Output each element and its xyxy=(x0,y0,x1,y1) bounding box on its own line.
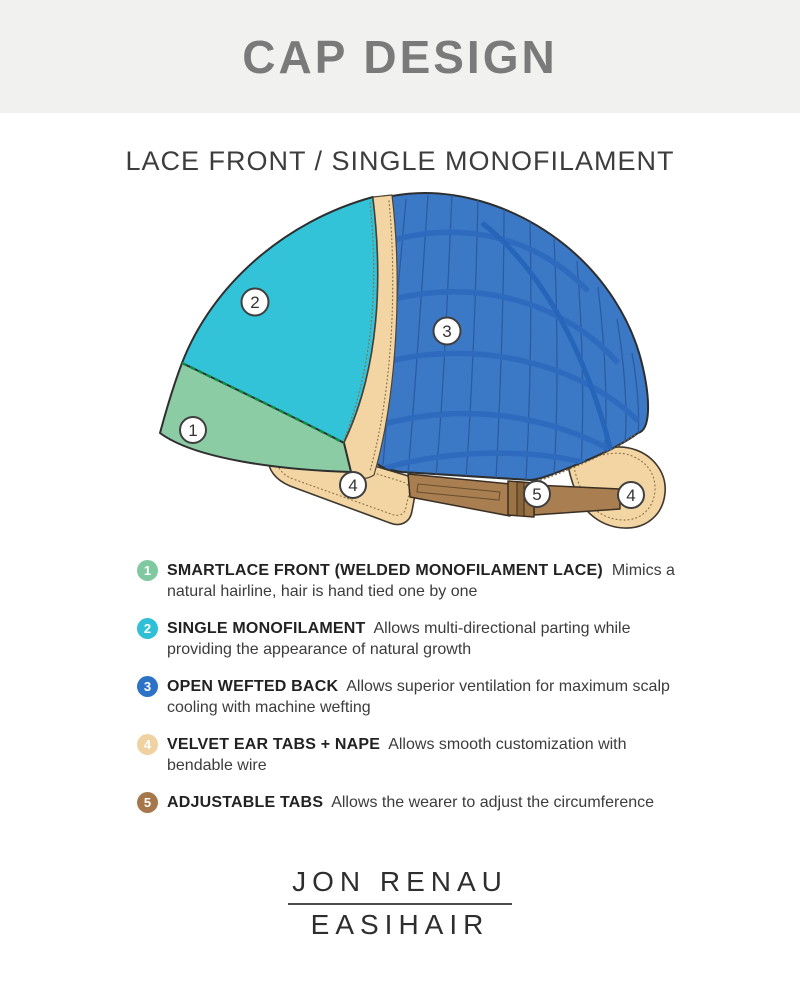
legend-desc: Allows smooth customization with bendable wire xyxy=(167,736,627,774)
marker-2 xyxy=(242,289,269,316)
legend-item-single-monofilament xyxy=(137,618,697,660)
svg-text:4: 4 xyxy=(626,486,636,505)
legend-dot-5: 5 xyxy=(137,792,158,813)
legend-dot-2: 2 xyxy=(137,618,158,639)
legend-label: SMARTLACE FRONT (WELDED MONOFILAMENT LACE) xyxy=(167,562,603,579)
legend-desc: Mimics a natural hairline, hair is hand tied one by one xyxy=(167,562,675,600)
legend-desc: Allows superior ventilation for maximum scalp cooling with machine wefting xyxy=(167,678,670,716)
brand-logo xyxy=(0,866,800,941)
svg-text:5: 5 xyxy=(532,485,542,504)
svg-text:3: 3 xyxy=(442,322,452,341)
legend-dot-4: 4 xyxy=(137,734,158,755)
legend-dot-1: 1 xyxy=(137,560,158,581)
legend-item-open-wefted-back xyxy=(137,676,697,718)
legend-label: OPEN WEFTED BACK xyxy=(167,678,339,695)
wefted-back-section xyxy=(376,193,648,482)
brand-divider xyxy=(288,903,512,905)
brand-name: JON RENAU xyxy=(292,866,508,897)
legend-item-smartlace-front xyxy=(137,560,697,602)
marker-5 xyxy=(524,481,550,507)
legend-item-velvet-ear-tabs xyxy=(137,734,697,776)
legend xyxy=(137,560,697,813)
subtitle: LACE FRONT / SINGLE MONOFILAMENT xyxy=(125,146,675,176)
marker-4-right xyxy=(618,482,644,508)
legend-label: VELVET EAR TABS + NAPE xyxy=(167,736,381,753)
svg-text:2: 2 xyxy=(250,293,260,312)
svg-text:4: 4 xyxy=(348,476,358,495)
svg-text:1: 1 xyxy=(188,421,198,440)
legend-desc: Allows the wearer to adjust the circumference xyxy=(331,794,655,811)
legend-desc: Allows multi-directional parting while providing the appearance of natural growth xyxy=(167,620,631,658)
legend-dot-3: 3 xyxy=(137,676,158,697)
header-band xyxy=(0,0,800,113)
cap-diagram xyxy=(140,183,680,555)
legend-item-adjustable-tabs xyxy=(137,792,697,813)
marker-4-left xyxy=(340,472,366,498)
page-title: CAP DESIGN xyxy=(242,30,558,83)
brand-subname: EASIHAIR xyxy=(310,909,490,940)
legend-label: ADJUSTABLE TABS xyxy=(167,794,324,811)
legend-label: SINGLE MONOFILAMENT xyxy=(167,620,366,637)
marker-1 xyxy=(180,417,206,443)
marker-3 xyxy=(434,318,461,345)
